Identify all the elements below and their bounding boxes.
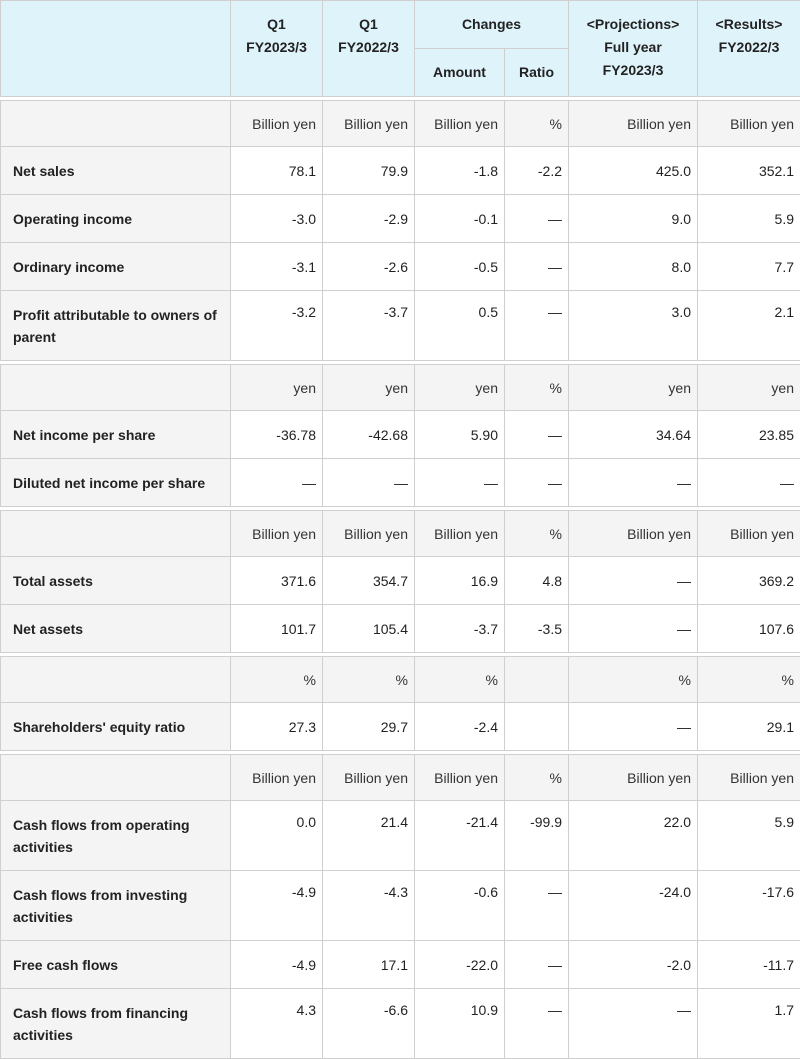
table-row	[1, 291, 800, 361]
value-cell: 107.6	[698, 605, 800, 653]
unit-row-label	[1, 755, 231, 801]
unit-row	[1, 101, 800, 147]
row-label: Net assets	[1, 605, 231, 653]
value-cell: 5.9	[698, 801, 800, 871]
unit-cell: Billion yen	[415, 101, 505, 147]
value-cell: 16.9	[415, 557, 505, 605]
value-cell: -3.7	[415, 605, 505, 653]
value-cell: 369.2	[698, 557, 800, 605]
value-cell: —	[569, 989, 698, 1059]
value-cell: -6.6	[323, 989, 415, 1059]
value-cell: —	[505, 195, 569, 243]
row-label: Net income per share	[1, 411, 231, 459]
value-cell: 34.64	[569, 411, 698, 459]
table-row	[1, 195, 800, 243]
header-projections-line3: FY2023/3	[575, 59, 691, 82]
unit-cell: yen	[569, 365, 698, 411]
value-cell: —	[569, 557, 698, 605]
unit-cell: Billion yen	[415, 755, 505, 801]
value-cell: 2.1	[698, 291, 800, 361]
value-cell: 101.7	[231, 605, 323, 653]
value-cell: —	[569, 459, 698, 507]
value-cell: 27.3	[231, 703, 323, 751]
value-cell: 8.0	[569, 243, 698, 291]
unit-cell: Billion yen	[323, 755, 415, 801]
value-cell: 17.1	[323, 941, 415, 989]
value-cell: —	[505, 989, 569, 1059]
unit-cell: Billion yen	[415, 511, 505, 557]
value-cell: -3.0	[231, 195, 323, 243]
row-label: Shareholders' equity ratio	[1, 703, 231, 751]
unit-cell: Billion yen	[569, 755, 698, 801]
unit-cell: Billion yen	[698, 101, 800, 147]
header-projections-line1: <Projections>	[575, 13, 691, 36]
value-cell	[505, 703, 569, 751]
unit-cell: Billion yen	[698, 511, 800, 557]
unit-cell	[505, 657, 569, 703]
row-label: Total assets	[1, 557, 231, 605]
value-cell: —	[231, 459, 323, 507]
row-label: Cash flows from investing activities	[1, 871, 231, 941]
unit-row	[1, 657, 800, 703]
unit-cell: yen	[231, 365, 323, 411]
value-cell: -2.4	[415, 703, 505, 751]
unit-cell: Billion yen	[698, 755, 800, 801]
unit-cell: %	[505, 755, 569, 801]
value-cell: -1.8	[415, 147, 505, 195]
value-cell: -24.0	[569, 871, 698, 941]
value-cell: 10.9	[415, 989, 505, 1059]
unit-cell: Billion yen	[231, 755, 323, 801]
value-cell: —	[505, 411, 569, 459]
header-projections	[569, 1, 698, 97]
value-cell: -2.6	[323, 243, 415, 291]
value-cell: -22.0	[415, 941, 505, 989]
value-cell: 5.9	[698, 195, 800, 243]
header-projections-line2: Full year	[575, 36, 691, 59]
value-cell: -4.9	[231, 871, 323, 941]
value-cell: -36.78	[231, 411, 323, 459]
unit-cell: Billion yen	[323, 101, 415, 147]
value-cell: 21.4	[323, 801, 415, 871]
value-cell: 79.9	[323, 147, 415, 195]
row-label: Net sales	[1, 147, 231, 195]
value-cell: 105.4	[323, 605, 415, 653]
row-label: Profit attributable to owners of parent	[1, 291, 231, 361]
unit-cell: Billion yen	[323, 511, 415, 557]
unit-cell: %	[323, 657, 415, 703]
value-cell: 5.90	[415, 411, 505, 459]
row-label: Cash flows from financing activities	[1, 989, 231, 1059]
unit-cell: %	[569, 657, 698, 703]
unit-cell: %	[698, 657, 800, 703]
unit-row	[1, 365, 800, 411]
unit-cell: yen	[415, 365, 505, 411]
value-cell: -99.9	[505, 801, 569, 871]
header-results-line1: <Results>	[704, 13, 794, 36]
header-q1-fy2022-line2: FY2022/3	[329, 36, 408, 59]
header-q1-fy2022	[323, 1, 415, 97]
value-cell: 0.0	[231, 801, 323, 871]
unit-cell: Billion yen	[231, 101, 323, 147]
unit-cell: %	[505, 101, 569, 147]
value-cell: —	[505, 459, 569, 507]
unit-row-label	[1, 365, 231, 411]
value-cell: -17.6	[698, 871, 800, 941]
value-cell: -2.9	[323, 195, 415, 243]
value-cell: -4.9	[231, 941, 323, 989]
value-cell: 371.6	[231, 557, 323, 605]
header-q1-fy2023	[231, 1, 323, 97]
table-row	[1, 605, 800, 653]
unit-cell: Billion yen	[569, 511, 698, 557]
unit-cell: yen	[698, 365, 800, 411]
value-cell: 1.7	[698, 989, 800, 1059]
unit-row-label	[1, 511, 231, 557]
value-cell: -3.5	[505, 605, 569, 653]
header-results-line2: FY2022/3	[704, 36, 794, 59]
value-cell: —	[505, 291, 569, 361]
header-ratio: Ratio	[505, 49, 569, 97]
value-cell: —	[569, 605, 698, 653]
value-cell: -3.7	[323, 291, 415, 361]
unit-cell: yen	[323, 365, 415, 411]
value-cell: —	[569, 703, 698, 751]
table-row	[1, 941, 800, 989]
value-cell: 78.1	[231, 147, 323, 195]
header-changes: Changes	[415, 1, 569, 49]
value-cell: —	[323, 459, 415, 507]
value-cell: 352.1	[698, 147, 800, 195]
table-row	[1, 989, 800, 1059]
unit-cell: %	[231, 657, 323, 703]
row-label: Ordinary income	[1, 243, 231, 291]
table-row	[1, 801, 800, 871]
value-cell: -0.1	[415, 195, 505, 243]
table-row	[1, 411, 800, 459]
value-cell: 7.7	[698, 243, 800, 291]
unit-cell: %	[415, 657, 505, 703]
value-cell: -21.4	[415, 801, 505, 871]
value-cell: 23.85	[698, 411, 800, 459]
value-cell: -3.1	[231, 243, 323, 291]
value-cell: 4.3	[231, 989, 323, 1059]
value-cell: 425.0	[569, 147, 698, 195]
value-cell: -4.3	[323, 871, 415, 941]
value-cell: -2.0	[569, 941, 698, 989]
value-cell: 22.0	[569, 801, 698, 871]
header-results	[698, 1, 800, 97]
value-cell: 29.1	[698, 703, 800, 751]
value-cell: —	[505, 941, 569, 989]
header-corner	[1, 1, 231, 97]
unit-row	[1, 755, 800, 801]
value-cell: -0.6	[415, 871, 505, 941]
value-cell: —	[505, 243, 569, 291]
header-q1-fy2023-line1: Q1	[237, 13, 316, 36]
value-cell: 4.8	[505, 557, 569, 605]
table-row	[1, 557, 800, 605]
unit-row	[1, 511, 800, 557]
unit-cell: %	[505, 511, 569, 557]
table-row	[1, 243, 800, 291]
value-cell: -0.5	[415, 243, 505, 291]
row-label: Diluted net income per share	[1, 459, 231, 507]
value-cell: —	[698, 459, 800, 507]
table-row	[1, 147, 800, 195]
value-cell: -3.2	[231, 291, 323, 361]
value-cell: —	[505, 871, 569, 941]
value-cell: -11.7	[698, 941, 800, 989]
value-cell: 9.0	[569, 195, 698, 243]
table-row	[1, 459, 800, 507]
value-cell: -2.2	[505, 147, 569, 195]
unit-cell: Billion yen	[231, 511, 323, 557]
row-label: Free cash flows	[1, 941, 231, 989]
unit-row-label	[1, 101, 231, 147]
unit-cell: %	[505, 365, 569, 411]
unit-row-label	[1, 657, 231, 703]
table-row	[1, 703, 800, 751]
table-row	[1, 871, 800, 941]
unit-cell: Billion yen	[569, 101, 698, 147]
value-cell: 0.5	[415, 291, 505, 361]
header-amount: Amount	[415, 49, 505, 97]
value-cell: —	[415, 459, 505, 507]
table-body	[1, 97, 800, 1059]
row-label: Cash flows from operating activities	[1, 801, 231, 871]
header-q1-fy2022-line1: Q1	[329, 13, 408, 36]
header-q1-fy2023-line2: FY2023/3	[237, 36, 316, 59]
value-cell: 29.7	[323, 703, 415, 751]
value-cell: -42.68	[323, 411, 415, 459]
table-header	[1, 1, 800, 97]
row-label: Operating income	[1, 195, 231, 243]
value-cell: 354.7	[323, 557, 415, 605]
value-cell: 3.0	[569, 291, 698, 361]
